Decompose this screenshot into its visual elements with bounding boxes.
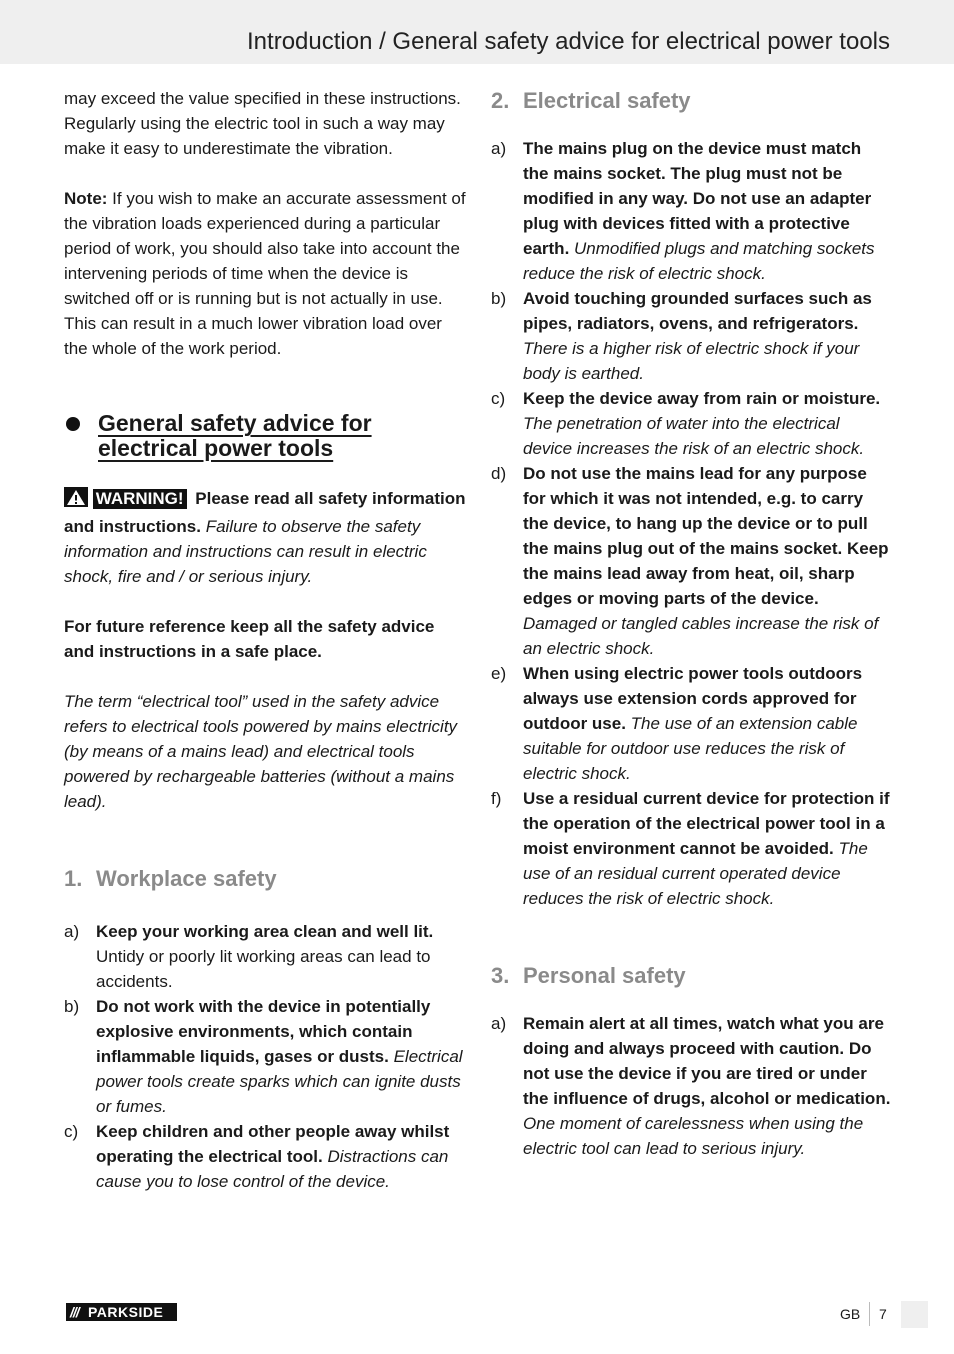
term-paragraph (64, 689, 466, 814)
list-item-rest: Distractions can cause you to lose control of the device. (96, 1147, 449, 1191)
list-item-text (523, 786, 891, 911)
warning-bold-text: Please read all safety information and instructions. (64, 489, 466, 536)
section-title-text: Personal safety (523, 963, 686, 988)
list-item-bold: The mains plug on the device must match the mains socket. The plug must not be modified in any way. Do not use an adapter plug with devices fitted with a protective earth. (523, 139, 872, 258)
warning-triangle-icon (64, 487, 88, 514)
personal-safety-list (491, 1011, 891, 1161)
list-item-bold: Do not work with the device in potentially explosive environments, which contain inflammable liquids, gases or dusts. (96, 997, 431, 1066)
list-item (491, 1011, 891, 1161)
logo-stripes: /// (70, 1304, 79, 1320)
list-item-text (523, 136, 891, 286)
page-title: Introduction / General safety advice for electrical power tools (247, 28, 890, 55)
right-column (491, 86, 891, 1161)
bullet-dot-icon (66, 417, 80, 431)
note-paragraph (64, 186, 466, 361)
left-column (64, 86, 466, 1194)
section-number: 3. (491, 963, 510, 988)
list-item (491, 136, 891, 286)
list-item-bold: Keep children and other people away whilst operating the electrical tool. (96, 1122, 450, 1166)
language-code: GB (840, 1306, 861, 1322)
list-item-bold: Avoid touching grounded surfaces such as pipes, radiators, ovens, and refrigerators. (523, 289, 872, 333)
list-item-text (523, 286, 891, 386)
list-item-label: e) (491, 664, 507, 683)
intro-paragraph: may exceed the value specified in these instructions. Regularly using the electric tool in such a way may make it easy to underestimate the vibration. (64, 89, 461, 158)
list-item-bold: Keep the device away from rain or moisture. (523, 389, 881, 408)
list-item-label: c) (64, 1122, 79, 1141)
list-item-label: b) (491, 289, 507, 308)
general-safety-heading (64, 411, 466, 461)
list-item-label: c) (491, 389, 506, 408)
section-personal-safety-title (491, 961, 891, 991)
note-label: Note: (64, 189, 108, 208)
list-item-text (523, 661, 891, 786)
list-item (491, 286, 891, 386)
list-item (491, 661, 891, 786)
list-item-rest: Unmodified plugs and matching sockets reduce the risk of electric shock. (523, 239, 875, 283)
general-heading-line2: electrical power tools (98, 435, 334, 461)
list-item-label: a) (491, 139, 507, 158)
list-item (64, 919, 466, 994)
list-item (491, 461, 891, 661)
list-item-label: f) (491, 789, 502, 808)
future-reference-text: For future reference keep all the safety advice and instructions in a safe place. (64, 617, 435, 661)
footer-divider (869, 1302, 870, 1326)
parkside-logo (66, 1303, 177, 1321)
list-item-text (523, 1011, 891, 1161)
section-electrical-safety-title (491, 86, 891, 116)
list-item (491, 786, 891, 911)
footer-tab-box (901, 1301, 928, 1328)
list-item-label: a) (64, 922, 80, 941)
section-title-text: Electrical safety (523, 88, 691, 113)
list-item-rest: Electrical power tools create sparks which can ignite dusts or fumes. (96, 1047, 463, 1116)
future-reference-paragraph (64, 614, 466, 664)
list-item-rest: The use of an extension cable suitable for outdoor use reduces the risk of electric shock. (523, 714, 858, 783)
list-item-rest: There is a higher risk of electric shock if your body is earthed. (523, 339, 860, 383)
list-item-bold: When using electric power tools outdoors always use extension cords approved for outdoor use. (523, 664, 863, 733)
page-number: 7 (879, 1306, 887, 1322)
list-item-bold: Do not use the mains lead for any purpose for which it was not intended, e.g. to carry the device, to hang up the device or to pull the mains plug out of the mains socket. Keep the mains lead away from heat, oil, sharp edges or moving parts of the device. (523, 464, 889, 608)
list-item-rest: The penetration of water into the electrical device increases the risk of an electric shock. (523, 414, 865, 458)
section-workplace-safety-title (64, 864, 466, 894)
workplace-safety-list (64, 919, 466, 1194)
list-item (64, 994, 466, 1119)
section-number: 2. (491, 88, 510, 113)
section-title-text: Workplace safety (96, 866, 277, 891)
note-text: If you wish to make an accurate assessment of the vibration loads experienced during a particular period of work, you should also take into account the intervening periods of time when the device is switched off or is running but is not actually in use. This can result in a much lower vibration load over the whole of the work period. (64, 189, 466, 358)
list-item-rest: Untidy or poorly lit working areas can lead to accidents. (96, 947, 431, 991)
list-item-bold: Use a residual current device for protection if the operation of the electrical power tool in a moist environment cannot be avoided. (523, 789, 890, 858)
list-item-text (96, 919, 466, 994)
list-item (491, 386, 891, 461)
list-item-label: a) (491, 1014, 507, 1033)
list-item-label: d) (491, 464, 507, 483)
list-item-rest: One moment of carelessness when using the electric tool can lead to serious injury. (523, 1114, 864, 1158)
list-item-text (523, 461, 891, 661)
list-item-bold: Keep your working area clean and well lit. (96, 922, 434, 941)
list-item-text (96, 1119, 466, 1194)
list-item-label: b) (64, 997, 80, 1016)
electrical-safety-list (491, 136, 891, 911)
warning-italic-text: Failure to observe the safety information and instructions can result in electric shock, fire and / or serious injury. (64, 517, 427, 586)
warning-badge: WARNING! (93, 489, 187, 509)
warning-paragraph (64, 486, 466, 589)
general-heading-line1: General safety advice for (98, 410, 372, 436)
term-text: The term “electrical tool” used in the safety advice refers to electrical tools powered by mains electricity (by means of a mains lead) and electrical tools powered by rechargeable batteries (without a mains lead). (64, 692, 458, 811)
list-item-text (523, 386, 891, 461)
list-item-rest: Damaged or tangled cables increase the risk of an electric shock. (523, 614, 879, 658)
page-header (0, 0, 954, 64)
section-number: 1. (64, 866, 83, 891)
logo-text: PARKSIDE (88, 1304, 164, 1320)
list-item-rest: The use of an residual current operated device reduces the risk of electric shock. (523, 839, 868, 908)
list-item-bold: Remain alert at all times, watch what you are doing and always proceed with caution. Do not use the device if you are tired or under the influence of drugs, alcohol or medication. (523, 1014, 891, 1108)
list-item-text (96, 994, 466, 1119)
list-item (64, 1119, 466, 1194)
